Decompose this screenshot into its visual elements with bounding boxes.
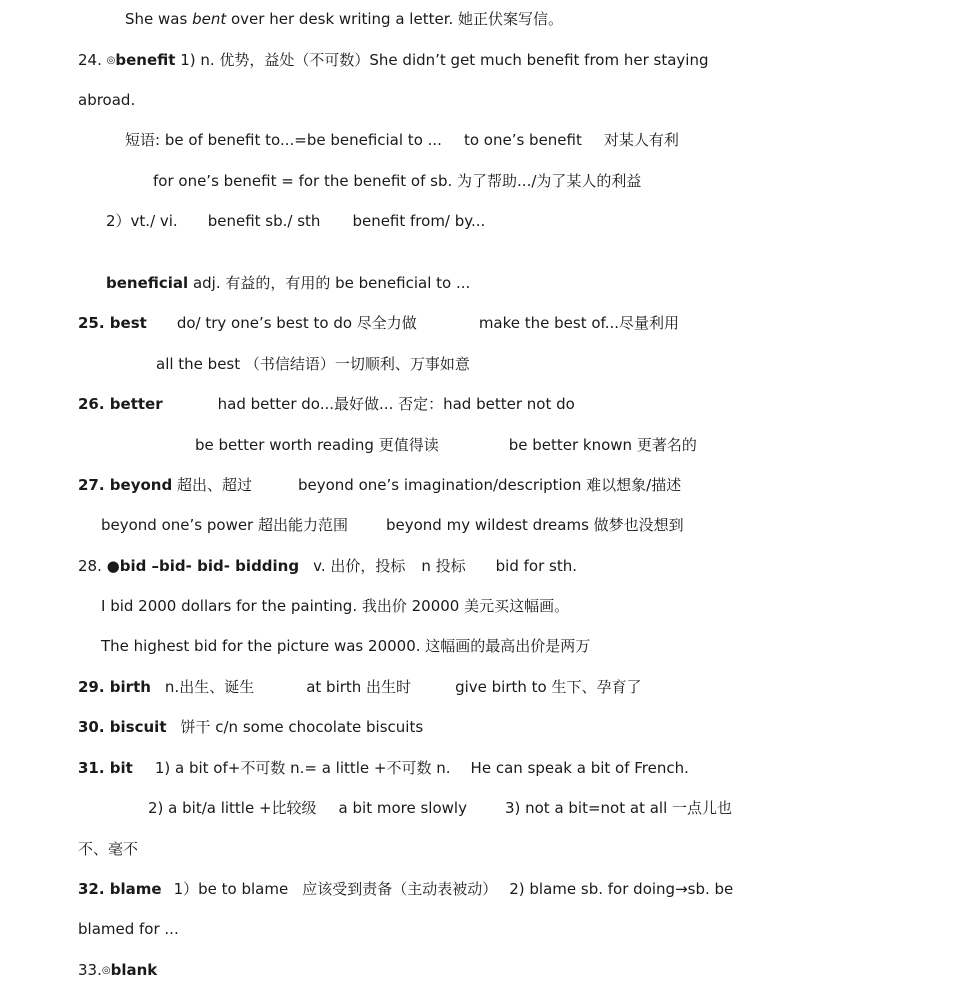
entry-24-adjective: beneficial adj. 有益的，有用的 be beneficial to ... — [106, 274, 471, 292]
entry-31-bit: 31. bit 1) a bit of+不可数 n.= a little +不可数 n. He can speak a bit of French. — [78, 759, 689, 777]
entry-29-birth: 29. birth n.出生、诞生 at birth 出生时 give birth to 生下、孕育了 — [78, 678, 642, 696]
entry-24-continuation: abroad. — [78, 91, 136, 109]
entry-26-phrases: be better worth reading 更值得读 be better known 更著名的 — [195, 436, 697, 454]
entry-24-sense-2: 2）vt./ vi. benefit sb./ sth benefit from/ by... — [106, 212, 486, 230]
circle-dot-icon: ◎ — [106, 55, 116, 66]
entry-28-example-2: The highest bid for the picture was 20000. 这幅画的最高出价是两万 — [101, 637, 591, 655]
example-sentence-bent: She was bent over her desk writing a letter. 她正伏案写信。 — [125, 10, 564, 28]
entry-28-bid: 28. ●bid –bid- bid- bidding v. 出价，投标 n 投标 bid for sth. — [78, 557, 577, 575]
entry-24-phrase-1: 短语: be of benefit to...=be beneficial to ... to one’s benefit 对某人有利 — [125, 131, 679, 149]
entry-24-phrase-2: for one’s benefit = for the benefit of sb. 为了帮助.../为了某人的利益 — [153, 172, 642, 190]
entry-24-benefit: 24. ◎benefit 1) n. 优势，益处（不可数）She didn’t get much benefit from her staying — [78, 51, 709, 69]
entry-33-blank: 33.◎blank — [78, 961, 158, 979]
entry-32-blame: 32. blame 1）be to blame 应该受到责备（主动表被动） 2) blame sb. for doing→sb. be — [78, 880, 734, 898]
entry-30-biscuit: 30. biscuit 饼干 c/n some chocolate biscuits — [78, 718, 424, 736]
bullet-dot-icon: ● — [106, 557, 120, 575]
entry-25-phrase: all the best （书信结语）一切顺利、万事如意 — [156, 355, 470, 373]
entry-26-better: 26. better had better do...最好做... 否定：had better not do — [78, 395, 575, 413]
entry-25-best: 25. best do/ try one’s best to do 尽全力做 make the best of...尽量利用 — [78, 314, 680, 332]
entry-31-sense-2-3: 2) a bit/a little +比较级 a bit more slowly 3) not a bit=not at all 一点儿也 — [148, 799, 733, 817]
entry-27-phrases: beyond one’s power 超出能力范围 beyond my wildest dreams 做梦也没想到 — [101, 516, 684, 534]
circle-dot-icon: ◎ — [101, 965, 111, 976]
entry-28-example-1: I bid 2000 dollars for the painting. 我出价 20000 美元买这幅画。 — [101, 597, 570, 615]
entry-32-continuation: blamed for ... — [78, 920, 179, 938]
entry-31-continuation: 不、毫不 — [78, 840, 139, 858]
entry-27-beyond: 27. beyond 超出、超过 beyond one’s imagination/description 难以想象/描述 — [78, 476, 682, 494]
